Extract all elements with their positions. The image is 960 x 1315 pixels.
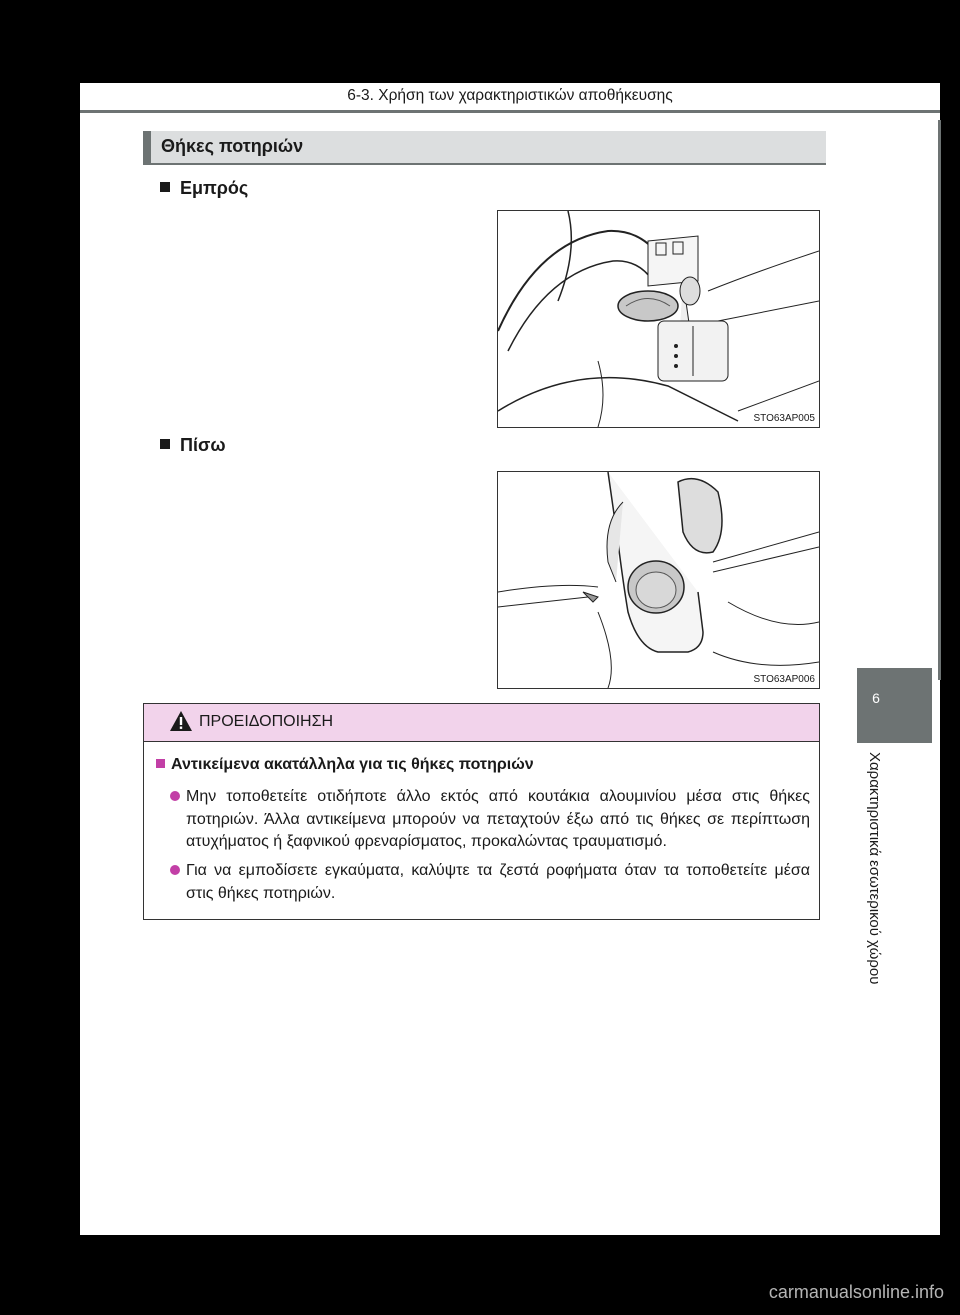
bullet-dot-icon [170, 865, 180, 875]
section-title: Θήκες ποτηριών [161, 136, 304, 156]
square-bullet-icon [160, 182, 170, 192]
warning-title: ΠΡΟΕΙΔΟΠΟΙΗΣΗ [199, 713, 334, 730]
chapter-number: 6 [872, 690, 880, 706]
rear-console-illustration [498, 472, 819, 688]
front-figure-code: STO63AP005 [753, 413, 815, 424]
warning-box [143, 703, 820, 920]
section-title-bar [143, 131, 826, 163]
rear-subheading [160, 435, 226, 456]
watermark: carmanualsonline.info [768, 1282, 944, 1302]
front-subheading [160, 178, 248, 199]
warning-header [144, 704, 819, 742]
warning-bullet-text: Μην τοποθετείτε οτιδήποτε άλλο εκτός από κουτάκια αλουμινίου μέσα στις θήκες ποτηριών. Άλλα αντικείμενα μπορούν να πεταχτούν έξω από τις θήκες σε περίπτωση ατυχήματος ή ξαφνικού φρεναρίσματος, προκαλώντας τραυματισμό. [186, 788, 810, 850]
header-rule [80, 110, 940, 113]
warning-bullet [170, 786, 810, 854]
manual-page [80, 83, 940, 1235]
rear-cupholder-figure [497, 471, 820, 689]
square-bullet-icon [160, 439, 170, 449]
front-cupholder-figure [497, 210, 820, 428]
chapter-side-label [856, 752, 896, 1022]
rear-label: Πίσω [180, 435, 226, 455]
warning-bullet [170, 860, 810, 905]
warning-bullet-text: Για να εμποδίσετε εγκαύματα, καλύψτε τα ζεστά ροφήματα όταν τα τοποθετείτε μέσα στις θήκες ποτηριών. [186, 862, 810, 902]
square-bullet-icon [156, 759, 165, 768]
rear-figure-code: STO63AP006 [753, 674, 815, 685]
side-rule [938, 120, 941, 680]
warning-triangle-icon [169, 710, 193, 732]
warning-subheading [156, 756, 534, 774]
front-label: Εμπρός [180, 178, 249, 198]
chapter-title: Χαρακτηριστικά εσωτερικού χώρου [866, 752, 883, 985]
front-console-illustration [498, 211, 819, 427]
section-underline [143, 163, 826, 165]
warning-subheading-text: Αντικείμενα ακατάλληλα για τις θήκες ποτηριών [171, 756, 534, 773]
bullet-dot-icon [170, 791, 180, 801]
running-head: 6-3. Χρήση των χαρακτηριστικών αποθήκευσης [347, 87, 673, 104]
